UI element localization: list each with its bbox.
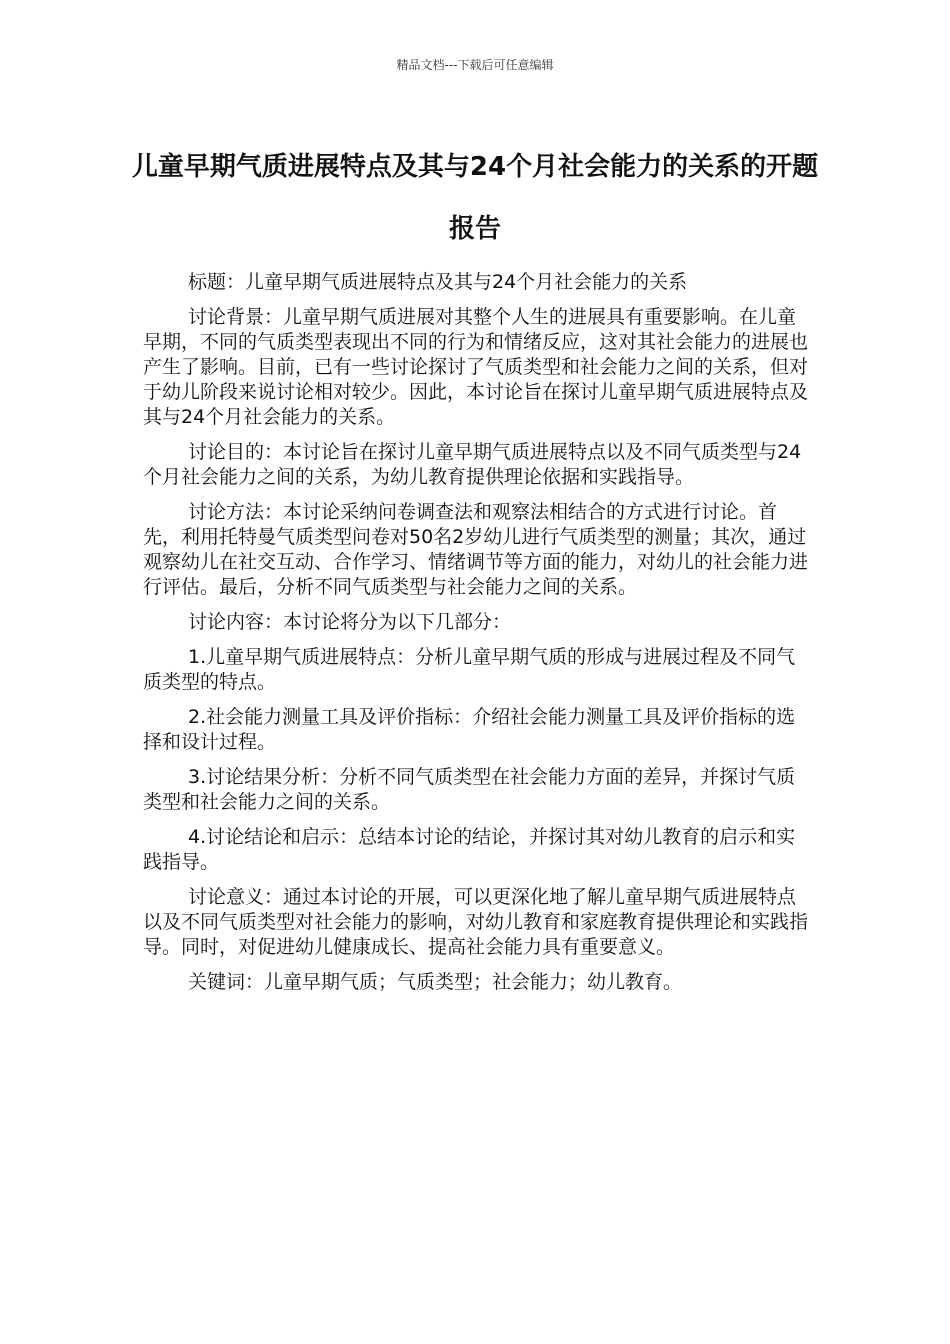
paragraph-method: 讨论方法：本讨论采纳问卷调查法和观察法相结合的方式进行讨论。首先，利用托特曼气质类型问卷对50名2岁幼儿进行气质类型的测量；其次，通过观察幼儿在社交互动、合作学习、情绪调节等方面的能力，对幼儿的社会能力进行评估。最后，分析不同气质类型与社会能力之间的关系。 bbox=[143, 501, 809, 598]
paragraph-content-item-4: 4.讨论结论和启示：总结本讨论的结论，并探讨其对幼儿教育的启示和实践指导。 bbox=[143, 826, 796, 873]
paragraph-content-item-1: 1.儿童早期气质进展特点：分析儿童早期气质的形成与进展过程及不同气质类型的特点。 bbox=[143, 646, 796, 693]
document-title: 儿童早期气质进展特点及其与24个月社会能力的关系的开题报告 bbox=[131, 152, 819, 244]
paragraph-content-item-3: 3.讨论结果分析：分析不同气质类型在社会能力方面的差异，并探讨气质类型和社会能力之间的关系。 bbox=[143, 766, 796, 813]
paragraph-title-line: 标题：儿童早期气质进展特点及其与24个月社会能力的关系 bbox=[188, 271, 688, 293]
paragraph-background: 讨论背景：儿童早期气质进展对其整个人生的进展具有重要影响。在儿童早期，不同的气质类型表现出不同的行为和情绪反应，这对其社会能力的进展也产生了影响。目前，已有一些讨论探讨了气质类型和社会能力之间的关系，但对于幼儿阶段来说讨论相对较少。因此，本讨论旨在探讨儿童早期气质进展特点及其与24个月社会能力的关系。 bbox=[143, 306, 809, 428]
paragraph-purpose: 讨论目的：本讨论旨在探讨儿童早期气质进展特点以及不同气质类型与24个月社会能力之间的关系，为幼儿教育提供理论依据和实践指导。 bbox=[143, 441, 802, 488]
header-note: 精品文档---下载后可任意编辑 bbox=[396, 58, 554, 72]
paragraph-significance: 讨论意义：通过本讨论的开展，可以更深化地了解儿童早期气质进展特点以及不同气质类型对社会能力的影响，对幼儿教育和家庭教育提供理论和实践指导。同时，对促进幼儿健康成长、提高社会能力具有重要意义。 bbox=[143, 886, 809, 958]
paragraph-content-item-2: 2.社会能力测量工具及评价指标：介绍社会能力测量工具及评价指标的选择和设计过程。 bbox=[143, 706, 796, 753]
paragraph-keywords: 关键词：儿童早期气质；气质类型；社会能力；幼儿教育。 bbox=[188, 971, 683, 993]
paragraph-content-intro: 讨论内容：本讨论将分为以下几部分： bbox=[188, 611, 512, 633]
document-body bbox=[143, 270, 811, 1005]
